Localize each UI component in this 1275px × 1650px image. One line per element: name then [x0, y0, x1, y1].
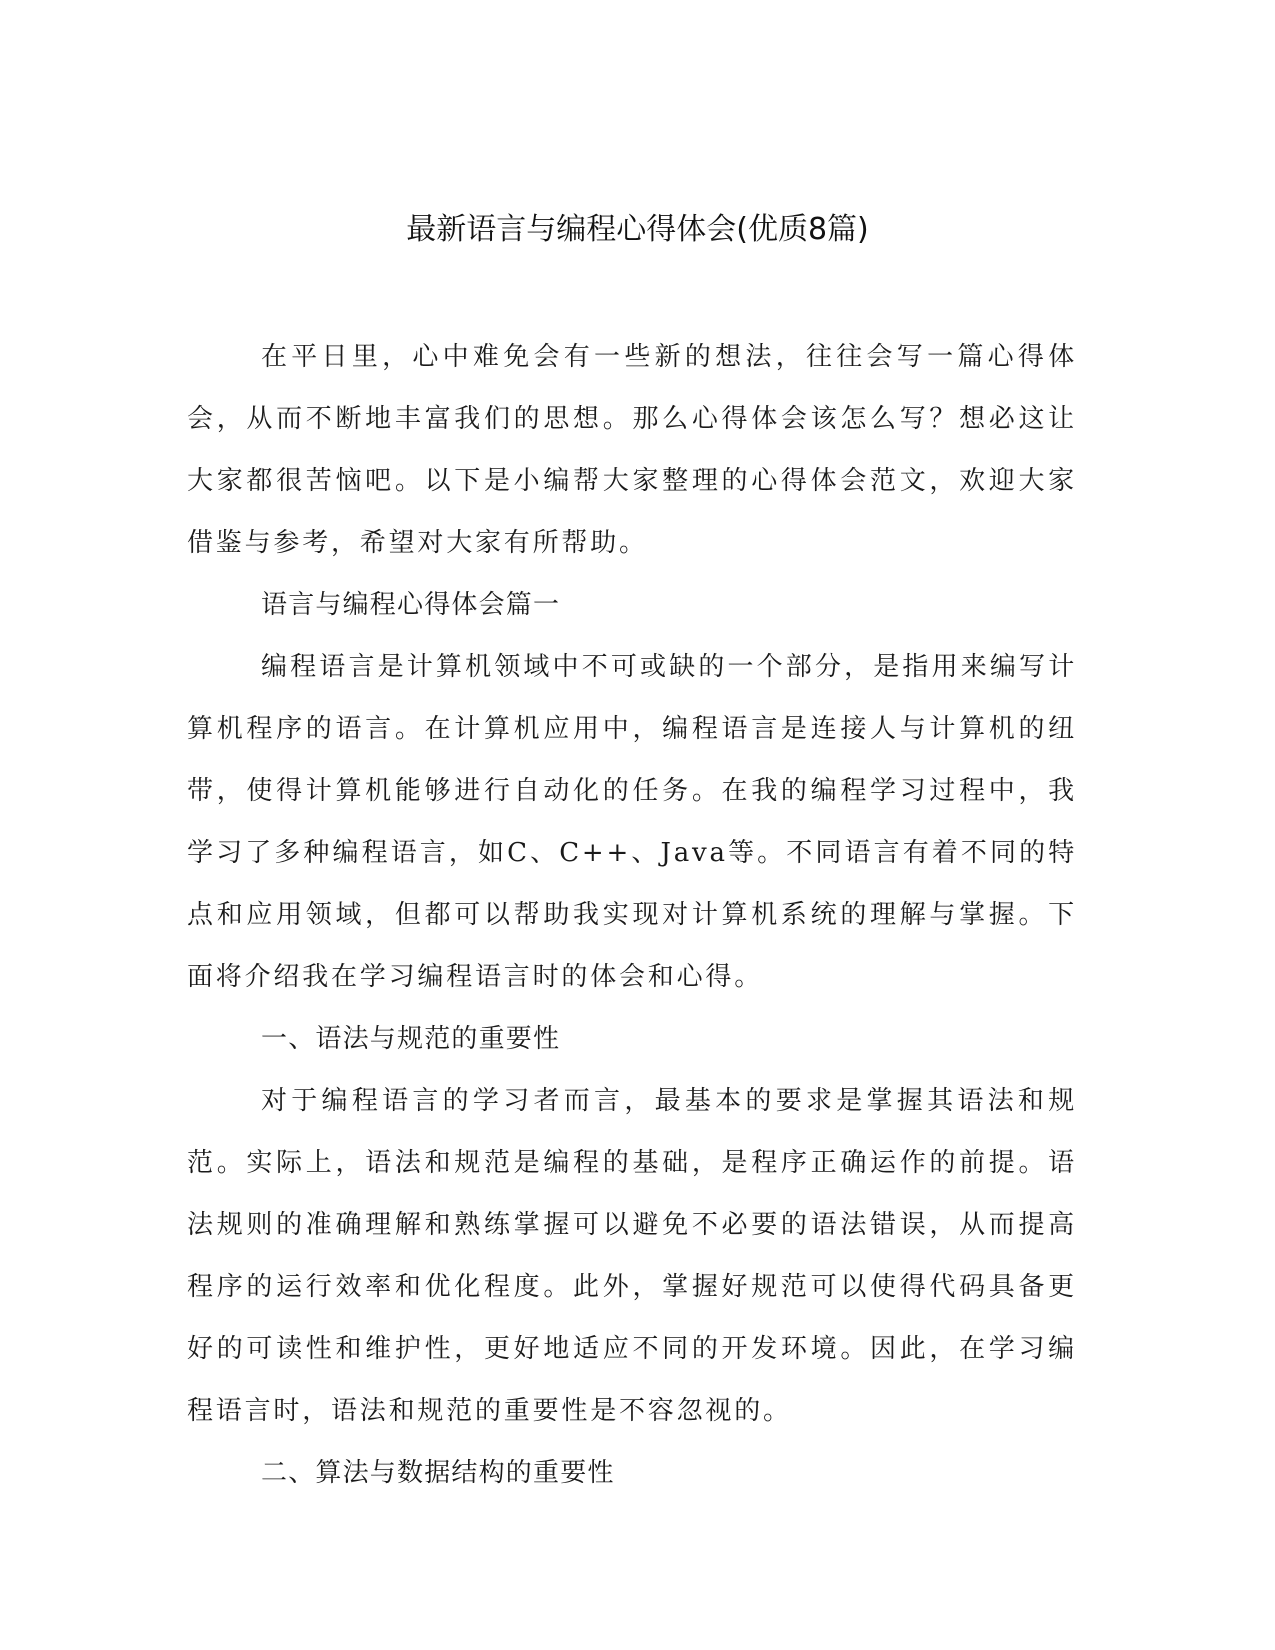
- section-heading-part-one: 语言与编程心得体会篇一: [261, 590, 561, 620]
- document-title: 最新语言与编程心得体会(优质8篇): [406, 212, 869, 247]
- subsection-heading-algorithms: 二、算法与数据结构的重要性: [261, 1458, 615, 1488]
- subsection-heading-syntax: 一、语法与规范的重要性: [261, 1024, 561, 1054]
- body-paragraph: 编程语言是计算机领域中不可或缺的一个部分，是指用来编写计算机程序的语言。在计算机应用中，编程语言是连接人与计算机的纽带，使得计算机能够进行自动化的任务。在我的编程学习过程中，我学习了多种编程语言，如C、C++、Java等。不同语言有着不同的特点和应用领域，但都可以帮助我实现对计算机系统的理解与掌握。下面将介绍我在学习编程语言时的体会和心得。: [187, 652, 1077, 992]
- intro-paragraph: 在平日里，心中难免会有一些新的想法，往往会写一篇心得体会，从而不断地丰富我们的思想。那么心得体会该怎么写？想必这让大家都很苦恼吧。以下是小编帮大家整理的心得体会范文，欢迎大家借鉴与参考，希望对大家有所帮助。: [187, 342, 1077, 558]
- body-paragraph: 对于编程语言的学习者而言，最基本的要求是掌握其语法和规范。实际上，语法和规范是编程的基础，是程序正确运作的前提。语法规则的准确理解和熟练掌握可以避免不必要的语法错误，从而提高程序的运行效率和优化程度。此外，掌握好规范可以使得代码具备更好的可读性和维护性，更好地适应不同的开发环境。因此，在学习编程语言时，语法和规范的重要性是不容忽视的。: [187, 1086, 1077, 1426]
- document-body: [187, 326, 1077, 1504]
